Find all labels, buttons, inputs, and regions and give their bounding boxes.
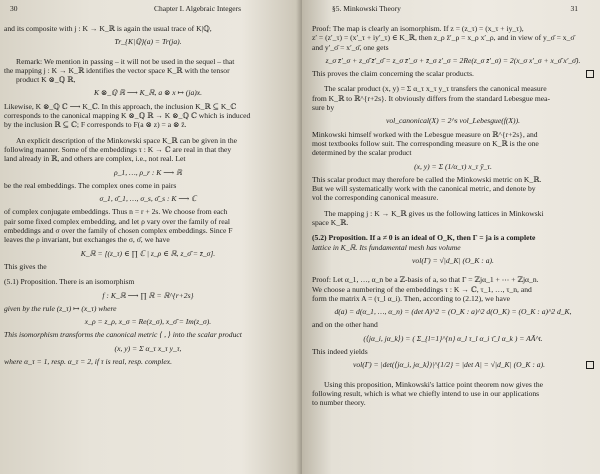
text-line: This isomorphism transforms the canonical metric ⟨ , ⟩ into the scalar product <box>4 330 242 340</box>
equation: (⟨jα_i, jα_k⟩) = ( Σ_{l=1}^{n} α_l τ_l α_i τ̄_l α_k ) = AĀ^t. <box>363 333 543 343</box>
qed-box <box>586 70 594 78</box>
text-line: pair some fixed complex embedding, and let ρ vary over the family of real <box>4 216 231 226</box>
equation: (x, y) = Σ α_τ x_τ y_τ, <box>114 343 182 353</box>
remark-line: Remark: We mention in passing – it will not be used in the sequel – that <box>16 56 235 66</box>
text-line: product K ⊗_ℚ ℝ, <box>16 75 76 85</box>
equation-text: vol(Γ) = |det(⟨jα_i, jα_k⟩)|^{1/2} = |det A| = √|d_K| (O_K : a). <box>352 360 546 370</box>
text-line: Likewise, K ⊗_ℚ ℂ ⟶ K_ℂ. In this approach, the inclusion K_ℝ ⊆ K_ℂ <box>4 101 237 111</box>
equation: d(a) = d(α_1, …, α_n) = (det A)^2 = (O_K : a)^2 d(O_K) = (O_K : a)^2 d_K, <box>334 307 572 317</box>
equation: z_σ z̄′_σ + z_σ̄ z̄′_σ̄ = z_σ z̄′_σ + z̄_σ z′_σ = 2Re(z_σ z̄′_σ) = 2(x_σ x′_σ + x_σ̄ x′_σ̄). <box>325 55 581 65</box>
text-line: of complex conjugate embeddings. Thus n = r + 2s. We choose from each <box>4 207 228 217</box>
text-line: The mapping j : K → K_ℝ gives us the following lattices in Minkowski <box>324 208 544 218</box>
proposition-heading: (5.2) Proposition. If a ≠ 0 is an ideal of O_K, then Γ = ja is a complete <box>312 233 536 243</box>
proof-line: Proof: Let α_1, …, α_n be a ℤ-basis of a, so that Γ = ℤjα_1 + ⋯ + ℤjα_n. <box>312 275 539 285</box>
text-line: z′ = (z′_τ) = (x′_τ + iy′_τ) ∈ K_ℝ, then z_ρ z̄′_ρ = x_ρ x′_ρ, and in view of y_σ̄ = x_σ̄ <box>312 33 575 43</box>
equation: (x, y) = Σ (1/α_τ) x_τ ȳ_τ. <box>414 161 492 171</box>
text-line: The scalar product (x, y) = Σ α_τ x_τ y_τ transfers the canonical measure <box>324 84 547 94</box>
left-page-number: 30 <box>10 4 18 13</box>
text-span: This proves the claim concerning the scalar products. <box>312 69 474 79</box>
text-line: where α_τ = 1, resp. α_τ = 2, if τ is real, resp. complex. <box>4 357 173 367</box>
text-line: This indeed yields <box>312 347 368 357</box>
text-line: Using this proposition, Minkowski's lattice point theorem now gives the <box>324 379 544 389</box>
text-line: space K_ℝ. <box>312 218 349 228</box>
text-line <box>312 69 594 78</box>
text-line: This scalar product may therefore be called the Minkowski metric on K_ℝ. <box>312 174 542 184</box>
text-line: determined by the scalar product <box>312 148 412 158</box>
equation: vol_canonical(X) = 2^s vol_Lebesgue(f(X)). <box>385 116 520 126</box>
text-line: form the matrix A = (τ_l α_i). Then, according to (2.12), we have <box>312 293 511 303</box>
left-running-head: Chapter I. Algebraic Integers <box>154 4 242 13</box>
equation: vol(Γ) = √|d_K| (O_K : a). <box>412 255 494 265</box>
text-line: sure by <box>312 103 335 113</box>
right-page-number: 31 <box>570 4 578 13</box>
text-line: This gives the <box>4 261 47 271</box>
text-line: from K_ℝ to ℝ^{r+2s}. It obviously differs from the standard Lebesgue mea- <box>312 93 551 103</box>
right-page <box>302 0 600 474</box>
proof-line: Proof: The map is clearly an isomorphism. If z = (z_τ) = (x_τ + iy_τ), <box>312 24 524 33</box>
text-line: lattice in K_ℝ. Its fundamental mesh has volume <box>312 242 461 252</box>
equation: ρ_1, …, ρ_r : K ⟶ ℝ <box>113 167 183 177</box>
text-line: vol the corresponding canonical measure. <box>312 193 439 203</box>
text-line: leaves the ρ invariant, but exchanges the σ, σ̄, we have <box>4 235 170 245</box>
qed-box <box>586 361 594 369</box>
text-line: land already in ℝ, and others are complex, i.e., not real. Let <box>4 154 186 164</box>
text-line: But we will systematically work with the canonical metric, and denote by <box>312 184 536 194</box>
proposition-heading: (5.1) Proposition. There is an isomorphism <box>4 277 135 287</box>
equation: f : K_ℝ ⟶ ∏ ℝ = ℝ^{r+2s} <box>102 290 194 300</box>
equation: Tr_{K|ℚ}(a) = Tr(ja). <box>114 37 182 47</box>
text-line: and its composite with j : K → K_ℝ is again the usual trace of K|ℚ, <box>4 24 212 33</box>
equation: K_ℝ = [(z_τ) ∈ ∏ ℂ | z_ρ ∈ ℝ, z_σ̄ = z̄_σ]. <box>80 248 216 258</box>
text-line: embeddings and σ over the family of chosen complex embeddings. Since F <box>4 226 233 236</box>
text-line: by the inclusion ℝ ⊆ ℂ; F corresponds to F(a ⊗ z) = a ⊗ z̄. <box>4 120 187 130</box>
equation: K ⊗_ℚ ℝ ⟶ K_ℝ, a ⊗ x ↦ (ja)x. <box>93 88 203 98</box>
text-line: be the real embeddings. The complex ones come in pairs <box>4 180 177 190</box>
text-line: to number theory. <box>312 398 366 408</box>
text-line: An explicit description of the Minkowski space K_ℝ can be given in the <box>16 135 237 145</box>
equation: x_ρ = z_ρ, x_σ = Re(z_σ), x_σ̄ = Im(z_σ). <box>84 317 212 327</box>
equation: σ_1, σ̄_1, …, σ_s, σ̄_s : K ⟶ ℂ <box>99 194 197 204</box>
text-line: and on the other hand <box>312 320 378 330</box>
right-running-head: §5. Minkowski Theory <box>332 4 401 13</box>
text-line: the mapping j : K → K_ℝ identifies the vector space K_ℝ with the tensor <box>4 65 230 75</box>
text-line: We choose a numbering of the embeddings τ : K → ℂ, τ_1, …, τ_n, and <box>312 284 532 294</box>
text-line: most textbooks follow suit. The corresponding measure on K_ℝ is the one <box>312 138 539 148</box>
text-line: following manner. Some of the embeddings τ : K → ℂ are real in that they <box>4 144 232 154</box>
equation <box>312 360 594 369</box>
right-page-header <box>312 4 594 24</box>
text-line: corresponds to the canonical mapping K ⊗_ℚ ℝ → K ⊗_ℚ ℂ which is induced <box>4 111 251 121</box>
text-line: given by the rule (z_τ) ↦ (x_τ) where <box>4 303 117 313</box>
text-line: and y′_σ̄ = x′_σ̄, one gets <box>312 42 389 52</box>
text-line: following result, which is what we chiefly intend to use in our applications <box>312 388 540 398</box>
text-line: Minkowski himself worked with the Lebesgue measure on ℝ^{r+2s}, and <box>312 129 538 139</box>
left-page-header <box>4 4 292 24</box>
